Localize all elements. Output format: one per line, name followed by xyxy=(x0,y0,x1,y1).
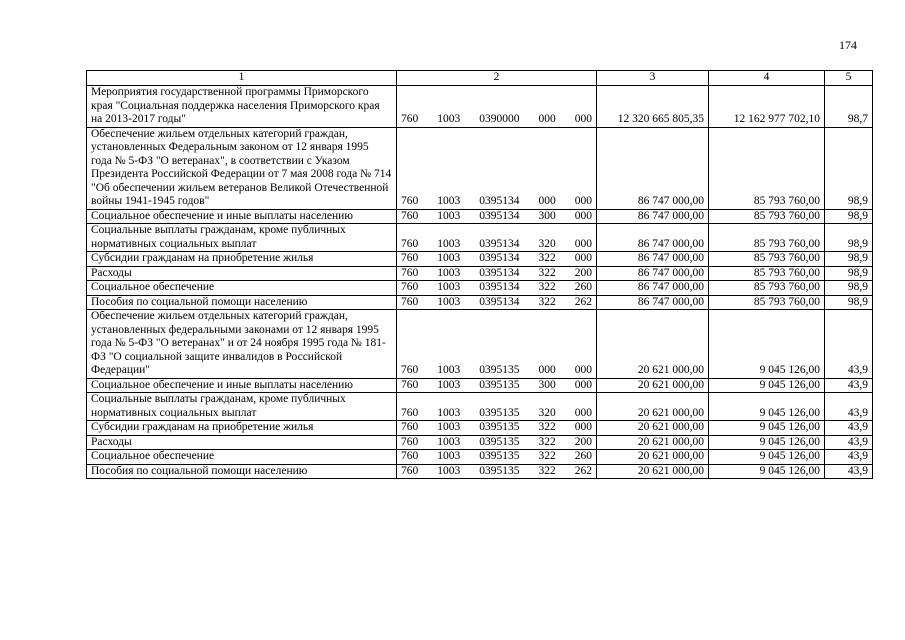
code-type: 322 xyxy=(538,421,556,433)
code-grbs: 760 xyxy=(401,195,419,207)
code-grbs: 760 xyxy=(401,378,419,391)
row-percent: 98,9 xyxy=(825,281,873,296)
code-type: 000 xyxy=(538,195,556,207)
code-target: 0395134 xyxy=(479,266,520,279)
row-plan-amount: 20 621 000,00 xyxy=(597,421,709,436)
row-percent: 43,9 xyxy=(825,464,873,479)
row-actual-amount: 85 793 760,00 xyxy=(709,281,825,296)
row-actual-amount: 9 045 126,00 xyxy=(709,421,825,436)
code-group xyxy=(401,296,592,310)
code-kosgu: 000 xyxy=(574,195,592,207)
code-section: 1003 xyxy=(437,281,461,293)
code-group xyxy=(401,210,592,224)
code-kosgu: 260 xyxy=(574,281,592,293)
row-plan-amount: 20 621 000,00 xyxy=(597,464,709,479)
row-percent: 43,9 xyxy=(825,421,873,436)
row-name: Социальное обеспечение и иные выплаты населению xyxy=(87,209,397,224)
row-name: Обеспечение жильем отдельных категорий граждан, установленных Федеральным законом от 12 января 1995 года № 5-ФЗ "О ветеранах", в соответствии с Указом Президента Российской Федерации от 7 мая 2008 года № 714 "Об обеспечении жильем ветеранов Великой Отечественной войны 1941-1945 годов" xyxy=(87,127,397,209)
code-type: 320 xyxy=(538,237,556,250)
code-section: 1003 xyxy=(437,364,461,376)
row-name: Социальные выплаты гражданам, кроме публичных нормативных социальных выплат xyxy=(87,393,397,421)
code-grbs: 760 xyxy=(401,209,419,222)
row-codes xyxy=(397,295,597,310)
code-grbs: 760 xyxy=(401,364,419,376)
code-target: 0395135 xyxy=(479,364,520,376)
code-group xyxy=(401,379,592,393)
code-kosgu: 000 xyxy=(574,421,592,433)
row-plan-amount: 20 621 000,00 xyxy=(597,310,709,379)
row-plan-amount: 20 621 000,00 xyxy=(597,378,709,393)
code-target: 0395135 xyxy=(479,378,520,391)
table-body xyxy=(87,86,873,479)
row-codes xyxy=(397,310,597,379)
code-group xyxy=(401,364,592,378)
code-type: 322 xyxy=(538,266,556,279)
code-section: 1003 xyxy=(437,237,461,250)
row-name: Пособия по социальной помощи населению xyxy=(87,295,397,310)
table-row xyxy=(87,464,873,479)
row-name: Мероприятия государственной программы Приморского края "Социальная поддержка населения Приморского края на 2013-2017 годы" xyxy=(87,86,397,128)
code-kosgu: 000 xyxy=(574,378,592,391)
code-grbs: 760 xyxy=(401,237,419,250)
code-grbs: 760 xyxy=(401,450,419,462)
table-row xyxy=(87,86,873,128)
code-target: 0390000 xyxy=(479,113,520,125)
code-grbs: 760 xyxy=(401,295,419,308)
code-group xyxy=(401,407,592,421)
code-kosgu: 000 xyxy=(574,237,592,250)
row-name: Субсидии гражданам на приобретение жилья xyxy=(87,252,397,267)
row-name: Социальное обеспечение и иные выплаты населению xyxy=(87,378,397,393)
code-type: 320 xyxy=(538,406,556,419)
code-grbs: 760 xyxy=(401,281,419,293)
row-plan-amount: 20 621 000,00 xyxy=(597,450,709,465)
code-kosgu: 200 xyxy=(574,266,592,279)
row-percent: 98,7 xyxy=(825,86,873,128)
code-type: 322 xyxy=(538,252,556,264)
row-codes xyxy=(397,224,597,252)
row-actual-amount: 9 045 126,00 xyxy=(709,378,825,393)
code-type: 000 xyxy=(538,364,556,376)
code-kosgu: 000 xyxy=(574,406,592,419)
row-codes xyxy=(397,281,597,296)
code-section: 1003 xyxy=(437,421,461,433)
code-group xyxy=(401,450,592,464)
code-type: 322 xyxy=(538,464,556,477)
table-row xyxy=(87,224,873,252)
code-target: 0395135 xyxy=(479,464,520,477)
code-section: 1003 xyxy=(437,295,461,308)
row-percent: 43,9 xyxy=(825,435,873,450)
row-percent: 98,9 xyxy=(825,209,873,224)
page-number: 174 xyxy=(839,38,857,52)
code-grbs: 760 xyxy=(401,435,419,448)
code-grbs: 760 xyxy=(401,421,419,433)
code-type: 300 xyxy=(538,209,556,222)
code-type: 322 xyxy=(538,281,556,293)
code-kosgu: 000 xyxy=(574,209,592,222)
row-actual-amount: 9 045 126,00 xyxy=(709,435,825,450)
row-percent: 98,9 xyxy=(825,127,873,209)
table-row xyxy=(87,393,873,421)
header-col-3: 3 xyxy=(597,71,709,86)
header-row xyxy=(87,71,873,86)
code-group xyxy=(401,436,592,450)
code-target: 0395134 xyxy=(479,209,520,222)
row-plan-amount: 86 747 000,00 xyxy=(597,295,709,310)
code-section: 1003 xyxy=(437,464,461,477)
row-actual-amount: 85 793 760,00 xyxy=(709,295,825,310)
row-percent: 43,9 xyxy=(825,378,873,393)
code-group xyxy=(401,252,592,266)
row-percent: 43,9 xyxy=(825,393,873,421)
code-group xyxy=(401,238,592,252)
code-target: 0395135 xyxy=(479,406,520,419)
row-plan-amount: 86 747 000,00 xyxy=(597,281,709,296)
row-plan-amount: 86 747 000,00 xyxy=(597,224,709,252)
code-section: 1003 xyxy=(437,266,461,279)
code-kosgu: 000 xyxy=(574,364,592,376)
row-codes xyxy=(397,464,597,479)
row-plan-amount: 86 747 000,00 xyxy=(597,252,709,267)
row-percent: 98,9 xyxy=(825,266,873,281)
header-col-5: 5 xyxy=(825,71,873,86)
code-section: 1003 xyxy=(437,406,461,419)
code-kosgu: 260 xyxy=(574,450,592,462)
row-codes xyxy=(397,266,597,281)
code-section: 1003 xyxy=(437,195,461,207)
table-row xyxy=(87,450,873,465)
code-target: 0395135 xyxy=(479,435,520,448)
table-row xyxy=(87,209,873,224)
row-percent: 98,9 xyxy=(825,224,873,252)
code-target: 0395135 xyxy=(479,450,520,462)
row-actual-amount: 9 045 126,00 xyxy=(709,310,825,379)
row-actual-amount: 85 793 760,00 xyxy=(709,127,825,209)
table-row xyxy=(87,281,873,296)
row-codes xyxy=(397,209,597,224)
row-codes xyxy=(397,450,597,465)
code-target: 0395134 xyxy=(479,237,520,250)
row-percent: 43,9 xyxy=(825,310,873,379)
table-row xyxy=(87,127,873,209)
row-codes xyxy=(397,127,597,209)
table-row xyxy=(87,295,873,310)
row-codes xyxy=(397,435,597,450)
row-plan-amount: 86 747 000,00 xyxy=(597,266,709,281)
code-type: 000 xyxy=(538,113,556,125)
code-group xyxy=(401,113,592,127)
code-section: 1003 xyxy=(437,450,461,462)
header-col-4: 4 xyxy=(709,71,825,86)
row-percent: 43,9 xyxy=(825,450,873,465)
row-plan-amount: 12 320 665 805,35 xyxy=(597,86,709,128)
row-name: Социальное обеспечение xyxy=(87,281,397,296)
row-plan-amount: 20 621 000,00 xyxy=(597,393,709,421)
code-section: 1003 xyxy=(437,252,461,264)
row-name: Социальное обеспечение xyxy=(87,450,397,465)
code-group xyxy=(401,195,592,209)
table-row xyxy=(87,310,873,379)
row-actual-amount: 9 045 126,00 xyxy=(709,450,825,465)
code-kosgu: 262 xyxy=(574,464,592,477)
code-target: 0395135 xyxy=(479,421,520,433)
table-row xyxy=(87,252,873,267)
table-row xyxy=(87,266,873,281)
row-percent: 98,9 xyxy=(825,295,873,310)
code-target: 0395134 xyxy=(479,252,520,264)
row-codes xyxy=(397,421,597,436)
code-type: 322 xyxy=(538,435,556,448)
code-target: 0395134 xyxy=(479,281,520,293)
table-row xyxy=(87,435,873,450)
code-target: 0395134 xyxy=(479,295,520,308)
header-col-1: 1 xyxy=(87,71,397,86)
code-group xyxy=(401,465,592,479)
code-section: 1003 xyxy=(437,435,461,448)
row-actual-amount: 85 793 760,00 xyxy=(709,266,825,281)
row-name: Социальные выплаты гражданам, кроме публичных нормативных социальных выплат xyxy=(87,224,397,252)
row-actual-amount: 85 793 760,00 xyxy=(709,209,825,224)
code-section: 1003 xyxy=(437,378,461,391)
row-codes xyxy=(397,252,597,267)
code-grbs: 760 xyxy=(401,406,419,419)
code-grbs: 760 xyxy=(401,266,419,279)
row-name: Пособия по социальной помощи населению xyxy=(87,464,397,479)
row-actual-amount: 9 045 126,00 xyxy=(709,393,825,421)
code-kosgu: 000 xyxy=(574,113,592,125)
code-group xyxy=(401,421,592,435)
header-col-2: 2 xyxy=(397,71,597,86)
code-grbs: 760 xyxy=(401,113,419,125)
row-percent: 98,9 xyxy=(825,252,873,267)
row-name: Субсидии гражданам на приобретение жилья xyxy=(87,421,397,436)
code-type: 322 xyxy=(538,450,556,462)
code-kosgu: 000 xyxy=(574,252,592,264)
code-group xyxy=(401,267,592,281)
row-actual-amount: 12 162 977 702,10 xyxy=(709,86,825,128)
row-codes xyxy=(397,86,597,128)
row-plan-amount: 86 747 000,00 xyxy=(597,209,709,224)
code-section: 1003 xyxy=(437,113,461,125)
code-section: 1003 xyxy=(437,209,461,222)
code-target: 0395134 xyxy=(479,195,520,207)
budget-table xyxy=(86,70,873,479)
row-name: Расходы xyxy=(87,266,397,281)
row-name: Расходы xyxy=(87,435,397,450)
table-row xyxy=(87,421,873,436)
row-actual-amount: 9 045 126,00 xyxy=(709,464,825,479)
code-grbs: 760 xyxy=(401,252,419,264)
row-actual-amount: 85 793 760,00 xyxy=(709,252,825,267)
code-kosgu: 200 xyxy=(574,435,592,448)
row-codes xyxy=(397,378,597,393)
row-plan-amount: 20 621 000,00 xyxy=(597,435,709,450)
code-grbs: 760 xyxy=(401,464,419,477)
row-plan-amount: 86 747 000,00 xyxy=(597,127,709,209)
row-actual-amount: 85 793 760,00 xyxy=(709,224,825,252)
code-type: 322 xyxy=(538,295,556,308)
row-codes xyxy=(397,393,597,421)
table-row xyxy=(87,378,873,393)
code-group xyxy=(401,281,592,295)
code-type: 300 xyxy=(538,378,556,391)
code-kosgu: 262 xyxy=(574,295,592,308)
row-name: Обеспечение жильем отдельных категорий граждан, установленных федеральными законами от 12 января 1995 года № 5-ФЗ "О ветеранах" и от 24 ноября 1995 года № 181-ФЗ "О социальной защите инвалидов в Российской Федерации" xyxy=(87,310,397,379)
